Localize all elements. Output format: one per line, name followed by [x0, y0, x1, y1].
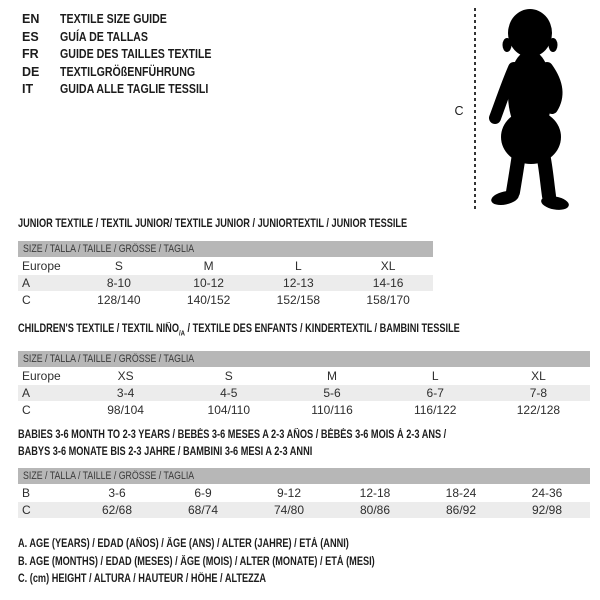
table-title-line — [18, 427, 476, 444]
size-cell: 6-9 — [194, 486, 212, 500]
language-title: GUÍA DE TALLAS — [60, 29, 148, 44]
toddler-leg-right — [543, 154, 549, 196]
size-cell: 6-7 — [426, 386, 444, 401]
size-cell: 86/92 — [445, 503, 477, 517]
toddler-shorts — [501, 110, 561, 164]
language-code: FR — [22, 47, 39, 61]
table-title-text: BABYS 3-6 MONATE BIS 2-3 JAHRE / BAMBINI 3-6 MESI A 2-3 ANNI — [18, 446, 313, 458]
table-row — [18, 502, 590, 518]
row-label: Europe — [22, 259, 61, 273]
size-cell: XL — [380, 259, 396, 273]
size-cell: S — [224, 369, 233, 384]
row-label: A — [22, 386, 31, 401]
table-row — [18, 485, 590, 501]
size-cell: XS — [117, 369, 134, 384]
size-cell: M — [327, 369, 337, 384]
size-cell: L — [431, 369, 439, 384]
size-header-band — [18, 468, 590, 484]
table-title-text: / TEXTILE DES ENFANTS / KINDERTEXTIL / BAMBINI TESSILE — [184, 323, 460, 335]
table-row — [18, 292, 433, 308]
language-header — [22, 11, 238, 99]
row-label: C — [22, 503, 31, 517]
language-row — [22, 11, 238, 29]
size-cell: 140/152 — [186, 293, 231, 307]
babies-textile-section — [18, 427, 590, 518]
size-cell: 110/116 — [311, 403, 353, 418]
size-cell: 74/80 — [273, 503, 305, 517]
height-measure-label: C — [454, 104, 464, 118]
size-cell: 158/170 — [366, 293, 410, 307]
language-title: GUIDE DES TAILLES TEXTILE — [60, 47, 212, 61]
size-cell: 7-8 — [529, 386, 548, 401]
size-cell: 152/158 — [276, 293, 321, 307]
size-header-band — [18, 351, 590, 367]
table-row — [18, 368, 590, 384]
size-cell: 14-16 — [372, 276, 404, 290]
size-cell: 12-18 — [359, 486, 391, 500]
table-title — [18, 216, 408, 233]
table-title-text: BABIES 3-6 MONTH TO 2-3 YEARS / BEBÉS 3-6 MESES A 2-3 AÑOS / BÉBÉS 3-6 MOIS À 2-3 ANS / — [18, 429, 447, 441]
table-row — [18, 385, 590, 401]
size-header-label: SIZE / TALLA / TAILLE / GRÖSSE / TAGLIA — [23, 353, 195, 366]
size-cell: 12-13 — [283, 276, 314, 290]
size-cell: 80/86 — [359, 503, 391, 517]
measurement-notes — [18, 536, 464, 589]
table-title-text: CHILDREN'S TEXTILE / TEXTIL NIÑO — [18, 323, 179, 335]
size-cell: 18-24 — [445, 486, 477, 500]
size-cell: 104/110 — [207, 403, 251, 418]
size-cell: 122/128 — [516, 403, 561, 418]
size-cell: 68/74 — [187, 503, 219, 517]
measurement-note: B. AGE (MONTHS) / EDAD (MESES) / ÂGE (MOIS) / ALTER (MONATE) / ETÀ (MESI) — [18, 555, 375, 568]
table-row — [18, 402, 590, 418]
toddler-ear-left — [503, 38, 512, 52]
size-cell: 62/68 — [101, 503, 133, 517]
table-title-line — [18, 216, 408, 233]
table-row — [18, 258, 433, 274]
toddler-head — [508, 9, 552, 57]
size-cell: M — [203, 259, 214, 273]
junior-textile-section — [18, 216, 433, 308]
language-row — [22, 29, 238, 47]
size-cell: 5-6 — [323, 386, 341, 401]
table-title — [18, 427, 476, 461]
toddler-ear-right — [549, 38, 558, 52]
size-cell: 128/140 — [97, 293, 141, 307]
size-cell: L — [295, 259, 302, 273]
table-title-text: JUNIOR TEXTILE / TEXTIL JUNIOR/ TEXTILE JUNIOR / JUNIORTEXTIL / JUNIOR TESSILE — [18, 218, 408, 230]
size-cell: XL — [531, 369, 546, 384]
size-cell: 8-10 — [106, 276, 131, 290]
toddler-leg-left — [513, 154, 519, 192]
size-header-band — [18, 241, 433, 257]
language-title: GUIDA ALLE TAGLIE TESSILI — [60, 82, 209, 96]
size-cell: 116/122 — [413, 403, 457, 418]
table-row — [18, 275, 433, 291]
size-cell: 10-12 — [193, 276, 224, 290]
language-row — [22, 64, 238, 82]
childrens-textile-section — [18, 321, 590, 418]
size-cell: S — [114, 259, 123, 273]
height-measure-line — [474, 8, 476, 210]
table-title-text: /A — [178, 328, 185, 338]
measurement-note: A. AGE (YEARS) / EDAD (AÑOS) / ÂGE (ANS) / ALTER (JAHRE) / ETÀ (ANNI) — [18, 538, 349, 550]
language-title: TEXTILE SIZE GUIDE — [60, 12, 167, 26]
size-cell: 9-12 — [276, 486, 302, 500]
table-title-line — [18, 444, 476, 461]
size-header-label: SIZE / TALLA / TAILLE / GRÖSSE / TAGLIA — [23, 470, 195, 482]
size-cell: 4-5 — [220, 386, 238, 401]
table-title-line — [18, 321, 476, 341]
language-code: ES — [22, 29, 39, 44]
row-label: B — [22, 486, 31, 500]
toddler-silhouette-image — [483, 6, 575, 210]
size-cell: 98/104 — [107, 403, 144, 418]
size-cell: 24-36 — [531, 486, 563, 500]
language-code: EN — [22, 12, 40, 26]
language-title: TEXTILGRÖßENFÜHRUNG — [60, 64, 196, 79]
size-cell: 92/98 — [531, 503, 563, 517]
measurement-note: C. (cm) HEIGHT / ALTURA / HAUTEUR / HÖHE / ALTEZZA — [18, 573, 267, 585]
language-code: DE — [22, 64, 40, 79]
row-label: A — [22, 276, 31, 290]
language-row — [22, 81, 238, 99]
language-row — [22, 46, 238, 64]
size-cell: 3-4 — [116, 386, 135, 401]
size-header-label: SIZE / TALLA / TAILLE / GRÖSSE / TAGLIA — [23, 243, 195, 255]
size-cell: 3-6 — [108, 486, 126, 500]
row-label: C — [22, 403, 31, 418]
table-title — [18, 321, 476, 341]
row-label: C — [22, 293, 31, 307]
row-label: Europe — [22, 369, 61, 384]
language-code: IT — [22, 82, 34, 96]
